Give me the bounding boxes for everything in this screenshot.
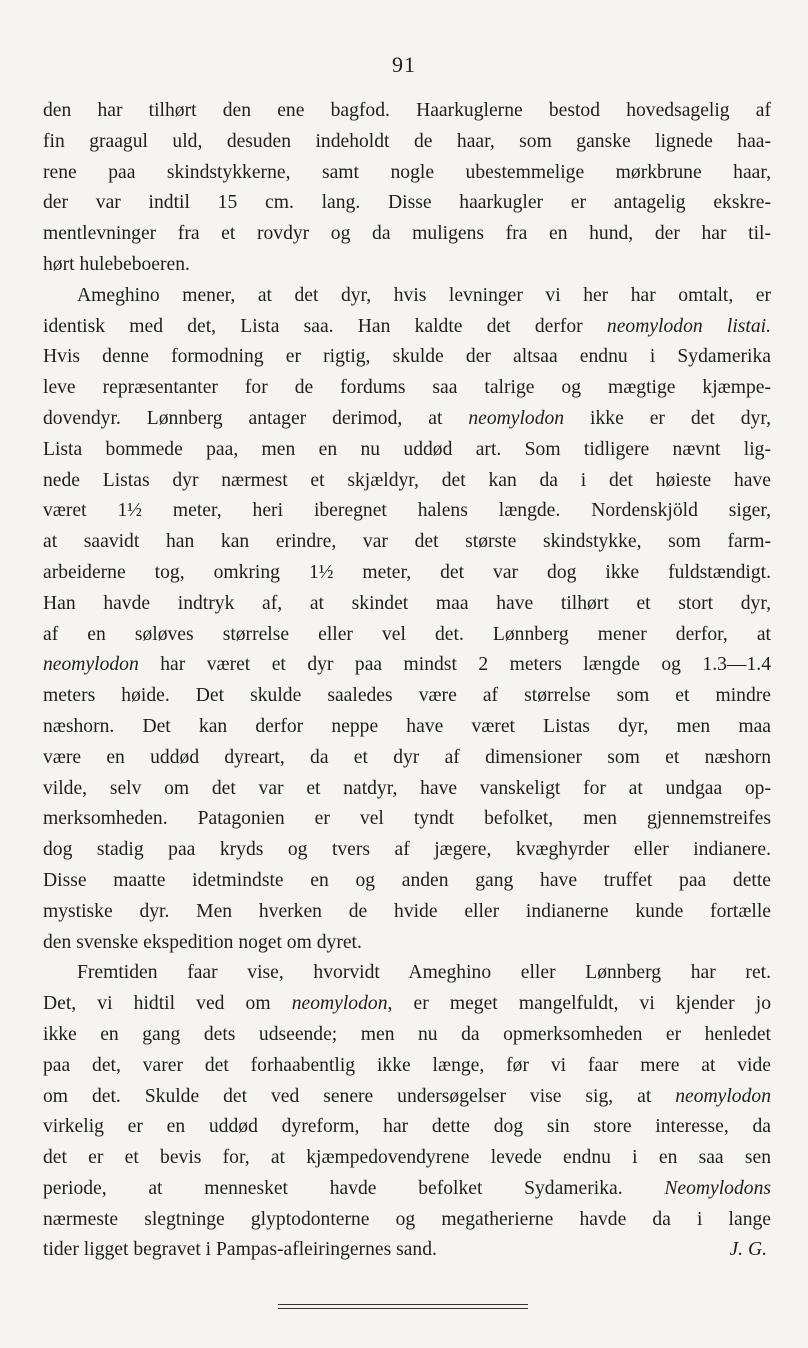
text-line: Ameghino mener, at det dyr, hvis levninger vi her har omtalt, er — [77, 284, 771, 306]
end-rule — [278, 1308, 528, 1309]
text-line: neomylodon har været et dyr paa mindst 2 meters længde og 1.3—1.4 — [43, 654, 771, 676]
text-line: Det, vi hidtil ved om neomylodon, er meget mangelfuldt, vi kjender jo — [43, 993, 771, 1015]
text-line: ikke en gang dets udseende; men nu da opmerksomheden er henledet — [43, 1023, 771, 1045]
text-line: dog stadig paa kryds og tvers af jægere, kvæghyrder eller indianere. — [43, 839, 771, 861]
text-line: at saavidt han kan erindre, var det største skindstykke, som farm- — [43, 531, 771, 553]
text-line: Hvis denne formodning er rigtig, skulde der altsaa endnu i Sydamerika — [43, 346, 771, 368]
author-signature: J. G. — [729, 1239, 767, 1261]
text-line: dovendyr. Lønnberg antager derimod, at neomylodon ikke er det dyr, — [43, 407, 771, 429]
text-line: om det. Skulde det ved senere undersøgelser vise sig, at neomylodon — [43, 1085, 771, 1107]
text-line: identisk med det, Lista saa. Han kaldte det derfor neomylodon listai. — [43, 315, 771, 337]
text-line: mystiske dyr. Men hverken de hvide eller indianerne kunde fortælle — [43, 900, 771, 922]
text-line: Lista bommede paa, men en nu uddød art. Som tidligere nævnt lig- — [43, 438, 771, 460]
text-line: den svenske ekspedition noget om dyret. — [43, 931, 362, 953]
text-line: leve repræsentanter for de fordums saa talrige og mægtige kjæmpe- — [43, 377, 771, 399]
text-line: det er et bevis for, at kjæmpedovendyrene levede endnu i en saa sen — [43, 1147, 771, 1169]
text-line: være en uddød dyreart, da et dyr af dimensioner som et næshorn — [43, 746, 771, 768]
text-line: Fremtiden faar vise, hvorvidt Ameghino eller Lønnberg har ret. — [77, 962, 771, 984]
text-line: mentlevninger fra et rovdyr og da muligens fra en hund, der har til- — [43, 223, 771, 245]
body-text — [43, 96, 771, 1266]
text-line: vilde, selv om det var et natdyr, have vanskeligt for at undgaa op- — [43, 777, 771, 799]
text-line: den har tilhørt den ene bagfod. Haarkuglerne bestod hovedsagelig af — [43, 100, 771, 121]
text-line: fin graagul uld, desuden indeholdt de haar, som ganske lignede haa- — [43, 130, 771, 152]
text-line: tider ligget begravet i Pampas-afleiringernes sand. — [43, 1239, 437, 1261]
text-line: virkelig er en uddød dyreform, har dette dog sin store interesse, da — [43, 1116, 771, 1138]
text-line: Han havde indtryk af, at skindet maa have tilhørt et stort dyr, — [43, 592, 771, 614]
text-line: rene paa skindstykkerne, samt nogle ubestemmelige mørkbrune haar, — [43, 161, 771, 183]
text-line: merksomheden. Patagonien er vel tyndt befolket, men gjennemstreifes — [43, 808, 771, 830]
text-line: hørt hulebeboeren. — [43, 253, 190, 275]
text-line: arbeiderne tog, omkring 1½ meter, det var dog ikke fuldstændigt. — [43, 561, 771, 583]
final-line — [43, 1235, 771, 1266]
text-line: af en søløves størrelse eller vel det. Lønnberg mener derfor, at — [43, 623, 771, 645]
text-line: nærmeste slegtninge glyptodonterne og megatherierne havde da i lange — [43, 1208, 771, 1230]
text-line: periode, at mennesket havde befolket Sydamerika. Neomylodons — [43, 1177, 771, 1199]
text-line: Disse maatte idetmindste en og anden gang have truffet paa dette — [43, 869, 771, 891]
text-line: der var indtil 15 cm. lang. Disse haarkugler er antagelig ekskre- — [43, 192, 771, 214]
text-line: nede Listas dyr nærmest et skjældyr, det kan da i det høieste have — [43, 469, 771, 491]
text-line: været 1½ meter, heri iberegnet halens længde. Nordenskjöld siger, — [43, 500, 771, 522]
text-line: meters høide. Det skulde saaledes være af størrelse som et mindre — [43, 685, 771, 707]
page-number: 91 — [392, 52, 416, 77]
text-line: paa det, varer det forhaabentlig ikke længe, før vi faar mere at vide — [43, 1054, 771, 1076]
text-line: næshorn. Det kan derfor neppe have været Listas dyr, men maa — [43, 715, 771, 737]
end-rule — [278, 1304, 528, 1305]
